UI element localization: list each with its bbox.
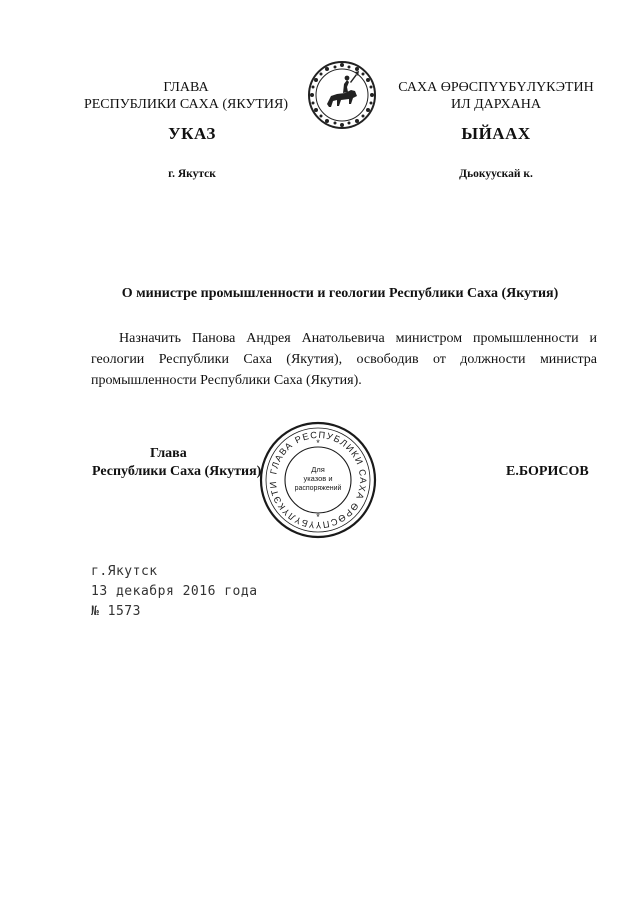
stamp-star-bottom: *: [316, 512, 320, 522]
signature-name: Е.БОРИСОВ: [506, 464, 589, 479]
footer-number: № 1573: [91, 604, 141, 619]
signature-position-line2: Республики Саха (Якутия): [92, 464, 262, 479]
decree-body-text: Назначить Панова Андрея Анатольевича министром промышленности и геологии Республики Саха (Якутия), освободив от должности министра промышленности Республики Саха (Якутия).: [91, 331, 597, 388]
decree-title: О министре промышленности и геологии Республики Саха (Якутия): [121, 286, 559, 301]
footer-date: 13 декабря 2016 года: [91, 584, 258, 599]
stamp-center-line1: Для: [311, 465, 325, 474]
stamp-star-top: *: [316, 438, 320, 448]
official-stamp: [258, 420, 378, 540]
stamp-seal-icon: [258, 420, 378, 540]
header-right-line1: САХА ӨРӨСПҮҮБҮЛҮКЭТИН: [398, 80, 594, 95]
header-left-line2: РЕСПУБЛИКИ САХА (ЯКУТИЯ): [83, 97, 289, 112]
header-left-line1: ГЛАВА: [163, 80, 209, 95]
header-right-block: [388, 79, 604, 113]
emblem-icon: [307, 60, 377, 130]
coat-of-arms-emblem: [307, 60, 377, 130]
decree-kind-right: ЫЙААХ: [461, 124, 531, 143]
header-right-line2: ИЛ ДАРХАНА: [450, 97, 541, 112]
decree-kind-left: УКАЗ: [168, 124, 216, 143]
signature-position-line1: Глава: [150, 446, 187, 461]
footer-city: г.Якутск: [91, 564, 158, 579]
header-left-block: [78, 79, 294, 113]
stamp-center-line3: распоряжений: [294, 485, 342, 492]
city-right: Дьокуускай к.: [459, 168, 533, 180]
city-left: г. Якутск: [168, 168, 216, 180]
stamp-ring-text: ГЛАВА РЕСПУБЛИКИ САХА ӨРӨСПҮҮБҮЛҮКЭТИ: [267, 429, 369, 531]
stamp-center-line2: указов и: [303, 474, 333, 483]
decree-body: [91, 328, 597, 391]
